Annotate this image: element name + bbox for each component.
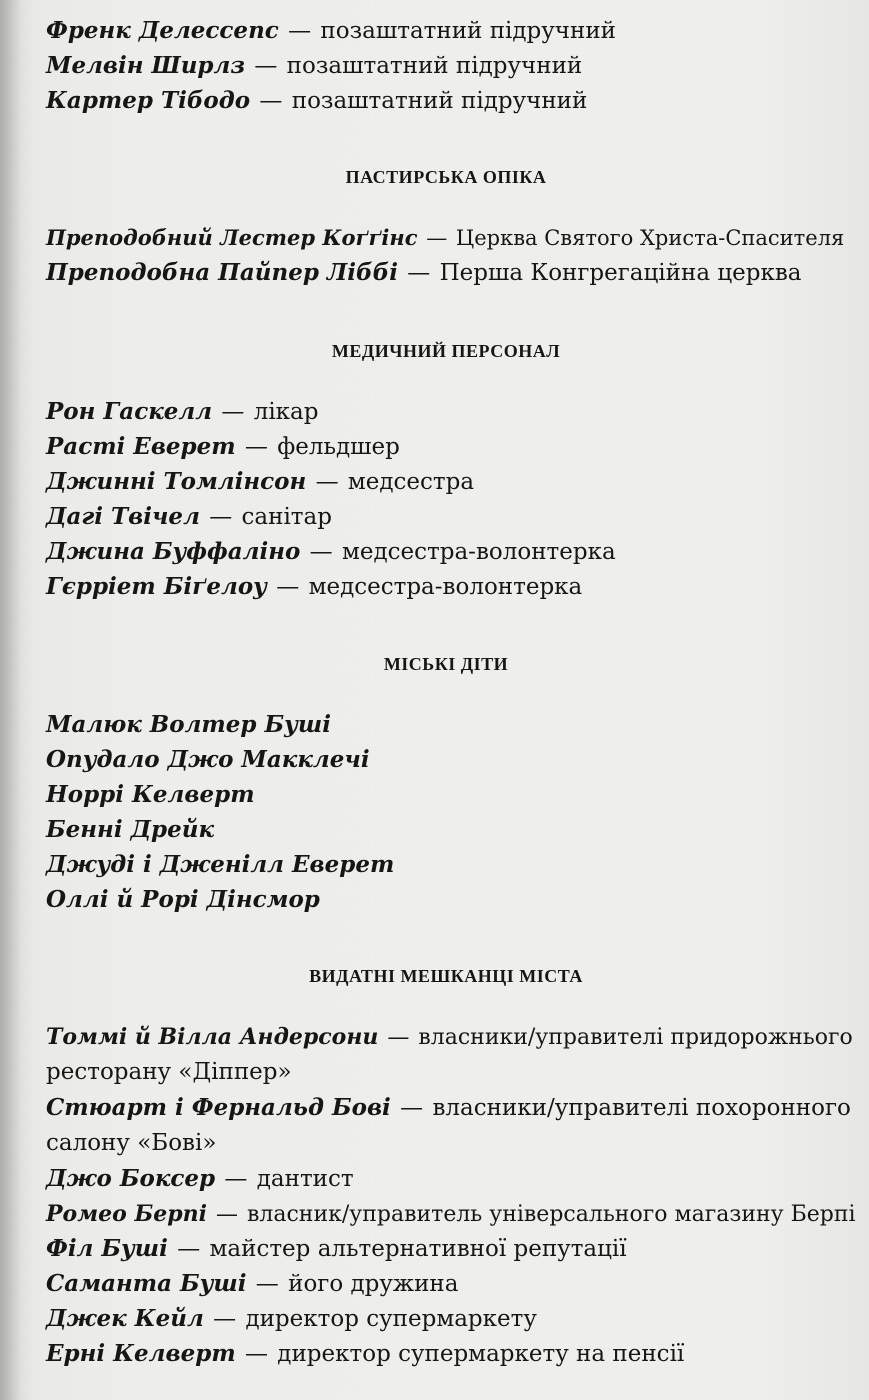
character-name: Стюарт і Фернальд Бові: [46, 1094, 391, 1121]
list-item: [46, 710, 331, 740]
list-item: [46, 1093, 851, 1123]
character-role: власники/управителі придорожнього: [418, 1025, 853, 1050]
dash: —: [244, 1341, 268, 1367]
character-name: Джуді і Дженілл Еверет: [46, 851, 395, 878]
list-item-continuation: [46, 1057, 292, 1087]
list-item: [46, 1199, 856, 1230]
character-name: Ерні Келверт: [46, 1340, 236, 1367]
list-item: [46, 502, 332, 532]
character-role: лікар: [253, 399, 319, 425]
list-item: [46, 397, 318, 427]
list-item: [46, 86, 587, 116]
character-name: Норрі Келверт: [46, 781, 255, 808]
character-role: директор супермаркету на пенсії: [277, 1341, 685, 1367]
character-role: Перша Конгрегаційна церква: [439, 260, 802, 286]
character-role: дантист: [256, 1166, 354, 1192]
character-role: фельдшер: [277, 434, 400, 460]
character-role: директор супермаркету: [245, 1306, 537, 1332]
character-role: власник/управитель універсального магазину Берпі: [247, 1202, 856, 1227]
list-item: [46, 16, 616, 46]
dash: —: [213, 1306, 237, 1332]
list-item: [46, 51, 582, 81]
list-item: [46, 537, 616, 567]
dash: —: [259, 88, 283, 114]
dash: —: [224, 1166, 248, 1192]
character-role: позаштатний підручний: [320, 18, 616, 44]
list-item: [46, 885, 320, 915]
dash: —: [244, 434, 268, 460]
character-name: Джина Буффаліно: [46, 538, 301, 565]
character-name: Джо Боксер: [46, 1165, 216, 1192]
list-item: [46, 1304, 537, 1334]
character-name: Френк Делессепс: [46, 17, 279, 44]
character-name: Ромео Берпі: [46, 1201, 207, 1227]
dash: —: [400, 1095, 424, 1121]
character-name: Расті Еверет: [46, 433, 236, 460]
character-role: позаштатний підручний: [286, 53, 583, 79]
dash: —: [288, 18, 312, 44]
dash: —: [209, 504, 233, 530]
character-name: Гєрріет Біґелоу: [46, 573, 267, 600]
list-item: [46, 1339, 684, 1369]
list-item: [46, 1022, 853, 1053]
character-role: санітар: [241, 504, 332, 530]
dash: —: [177, 1236, 201, 1262]
character-name: Філ Буші: [46, 1235, 168, 1262]
character-role: його дружина: [288, 1271, 459, 1297]
list-item: [46, 467, 474, 497]
list-item: [46, 780, 255, 810]
character-name: Рон Гаскелл: [46, 398, 213, 425]
list-item: [46, 572, 582, 602]
list-item: [46, 258, 802, 288]
character-name: Преподобна Пайпер Ліббі: [46, 259, 398, 286]
list-item: [46, 223, 844, 253]
character-name: Джек Кейл: [46, 1305, 204, 1332]
character-role-continuation: салону «Бові»: [46, 1130, 217, 1156]
character-role: медсестра: [347, 469, 475, 495]
character-role: медсестра-волонтерка: [308, 574, 583, 600]
character-name: Бенні Дрейк: [46, 816, 215, 843]
dash: —: [407, 260, 431, 286]
section-heading: МІСЬКІ ДІТИ: [383, 654, 509, 674]
dash: —: [309, 539, 333, 565]
list-item: [46, 432, 400, 462]
character-name: Мелвін Ширлз: [46, 52, 246, 79]
character-role: Церква Святого Христа-Спасителя: [455, 226, 845, 250]
character-name: Опудало Джо Макклечі: [46, 746, 370, 773]
character-name: Оллі й Рорі Дінсмор: [46, 886, 320, 913]
dash: —: [387, 1025, 410, 1050]
character-name: Томмі й Вілла Андерсони: [46, 1024, 379, 1050]
character-name: Малюк Волтер Буші: [46, 711, 331, 738]
list-item-continuation: [46, 1128, 216, 1158]
character-name: Саманта Буші: [46, 1270, 247, 1297]
list-item: [46, 1269, 458, 1299]
list-item: [46, 815, 214, 845]
dash: —: [221, 399, 245, 425]
dash: —: [254, 53, 278, 79]
character-role: власники/управителі похоронного: [432, 1095, 851, 1121]
dash: —: [315, 469, 339, 495]
character-role: медсестра-волонтерка: [341, 539, 616, 565]
character-name: Картер Тібодо: [46, 87, 251, 114]
character-role-continuation: ресторану «Діппер»: [46, 1059, 292, 1085]
dash: —: [216, 1202, 238, 1227]
character-role: позаштатний підручний: [291, 88, 588, 114]
dash: —: [426, 226, 448, 250]
list-item: [46, 1234, 627, 1264]
list-item: [46, 850, 394, 880]
dash: —: [276, 574, 300, 600]
section-heading: МЕДИЧНИЙ ПЕРСОНАЛ: [331, 341, 561, 361]
section-heading: ПАСТИРСЬКА ОПІКА: [345, 167, 547, 187]
character-name: Преподобний Лестер Коґґінс: [46, 225, 418, 250]
character-role: майстер альтернативної репутації: [209, 1236, 627, 1262]
dash: —: [255, 1271, 279, 1297]
section-heading: ВИДАТНІ МЕШКАНЦІ МІСТА: [309, 966, 583, 986]
list-item: [46, 1164, 354, 1194]
list-item: [46, 745, 370, 775]
character-name: Дагі Твічел: [46, 503, 200, 530]
character-name: Джинні Томлінсон: [46, 468, 307, 495]
